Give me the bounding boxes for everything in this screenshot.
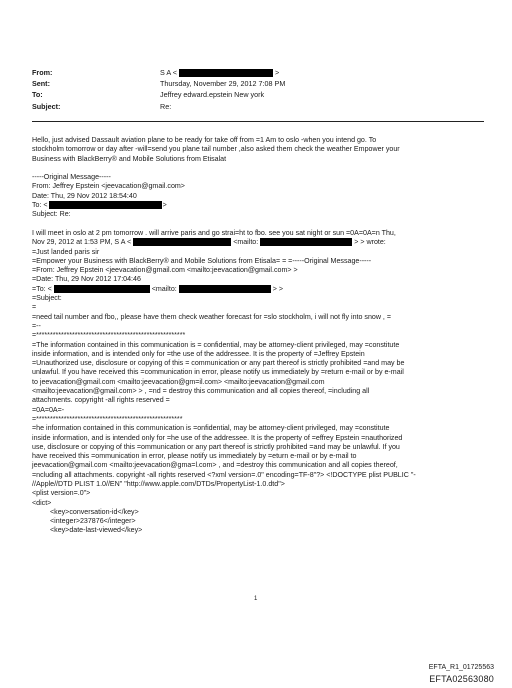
from-name: S A < (160, 68, 177, 77)
disclaimer-line: //Apple//DTD PLIST 1.0//EN" "http://www.apple.com/DTDs/PropertyList-1.0.dtd"> (32, 479, 285, 488)
body-line: stockholm tomorrow or day after -will=send you plane tail number ,also asked them check the weather Empower your (32, 145, 400, 154)
body-line: Business with BlackBerry® and Mobile Solutions from Etisalat (32, 154, 227, 163)
from-suffix: > (275, 68, 280, 77)
xml-line: <key>conversation-id</key> (50, 507, 139, 516)
disclaimer-line: =ncluding all attachments. copyright -all rights reserved <?xml version=.0" encoding=TF-8"?> <!DOCTYPE plist PUBLIC "- (32, 470, 416, 479)
xml-line: <key>date-last-viewed</key> (50, 526, 143, 535)
sent-row (32, 78, 492, 89)
redaction-box (133, 238, 231, 246)
bates-number-large: EFTA02563080 (429, 674, 494, 684)
disclaimer-line: inside information, and is intended only for =he use of the addressee. It is the property of =effrey Epstein =nauthorized (32, 433, 403, 442)
disclaimer-line: have received this =ommunication in error, please notify us immediately by =eturn e-mail or by e-mail to (32, 452, 357, 461)
separator-line: =***************************************************** (32, 414, 183, 423)
disclaimer-line: <mailto:jeevacation@gmail.com> > , =nd = destroy this communication and all copies thereof, =including all (32, 387, 370, 396)
original-message-line: -----Original Message----- (32, 173, 111, 182)
original-subject-line: Subject: Re: (32, 210, 71, 219)
disclaimer-line: unlawful. If you have received this =communication in error, please notify us immediately by =return e-mail or by e-mail (32, 368, 404, 377)
quoted-line: =From: Jeffrey Epstein <jeevacation@gmail.com <mailto:jeevacation@gmail.com> > (32, 266, 298, 275)
redaction-box (179, 69, 273, 77)
disclaimer-line: <plist version=.0"> (32, 489, 91, 498)
from-value (160, 67, 492, 78)
separator-line: =****************************************************** (32, 331, 186, 340)
bates-number-small: EFTA_R1_01725563 (428, 664, 494, 671)
email-header (32, 67, 492, 112)
redaction-box (49, 201, 162, 209)
header-divider (32, 121, 484, 122)
quoted-line: =Empower your Business with BlackBerry® and Mobile Solutions from Etisala= = =-----Original Message----- (32, 256, 372, 265)
subject-value: Re: (160, 101, 172, 111)
original-to-line: To: < > (32, 201, 167, 210)
original-from-line: From: Jeffrey Epstein <jeevacation@gmail.com> (32, 182, 185, 191)
disclaimer-line: attachments. copyright -all rights reserved = (32, 396, 170, 405)
quoted-line: I will meet in oslo at 2 pm tomorrow . will arrive paris and go strai=ht to fbo. see you sat night or sun =0A=0A=n Thu, (32, 228, 396, 237)
quoted-line: =need tail number and fbo,, please have them check weather forecast for =slo stockholm, i will not fly into snow , = (32, 312, 392, 321)
from-label: From: (32, 68, 53, 77)
to-label: To: (32, 90, 43, 100)
quoted-line: =Just landed paris sir (32, 247, 100, 256)
disclaimer-line: inside information, and is intended only for =the use of the addressee. It is the property of =Jeffrey Epstein (32, 349, 365, 358)
quoted-line: Nov 29, 2012 at 1:53 PM, S A < <mailto: > > wrote: (32, 238, 386, 247)
to-value: Jeffrey edward.epstein New york (160, 90, 265, 100)
page-number: 1 (254, 596, 258, 602)
disclaimer-line: use, disclosure or copying of this =ommunication or any part thereof is strictly prohibited =and may be unlawful. If you (32, 442, 400, 451)
xml-line: <integer>237876</integer> (50, 517, 136, 526)
quoted-line: =Date: Thu, 29 Nov 2012 17:04:46 (32, 275, 141, 284)
subject-row (32, 101, 492, 112)
email-body (32, 136, 484, 536)
disclaimer-line: jeevacation@gmail.com <mailto:jeevacation@gma=l.com> , and =destroy this communication and all copies thereof, (32, 461, 398, 470)
quoted-line: = (32, 303, 37, 312)
disclaimer-line: =The information contained in this communication is = confidential, may be attorney-client privileged, may =constitute (32, 340, 400, 349)
sent-label: Sent: (32, 79, 50, 89)
to-row (32, 89, 492, 100)
redaction-box (179, 285, 271, 293)
disclaimer-line: =0A=0A=- (32, 405, 65, 414)
disclaimer-line: =Unauthorized use, disclosure or copying of this = communication or any part thereof is strictly prohibited =and may be (32, 359, 405, 368)
sent-value: Thursday, November 29, 2012 7:08 PM (160, 79, 286, 89)
disclaimer-line: <dict> (32, 498, 52, 507)
from-row (32, 67, 492, 78)
body-line: Hello, just advised Dassault aviation plane to be ready for take off from =1 Am to oslo -when you intend go. To (32, 136, 377, 144)
quoted-line: =-- (32, 321, 41, 330)
disclaimer-line: =he information contained in this communication is =onfidential, may be attorney-client privileged, may =constitute (32, 424, 390, 433)
subject-label: Subject: (32, 101, 61, 111)
quoted-line: =Subject: (32, 294, 62, 303)
redaction-box (260, 238, 352, 246)
quoted-line: =To: < <mailto: > > (32, 284, 284, 293)
disclaimer-line: to jeevacation@gmail.com <mailto:jeevacation@gm=il.com> <mailto:jeevacation@gmail.com (32, 377, 325, 386)
original-date-line: Date: Thu, 29 Nov 2012 18:54:40 (32, 191, 137, 200)
redaction-box (54, 285, 150, 293)
